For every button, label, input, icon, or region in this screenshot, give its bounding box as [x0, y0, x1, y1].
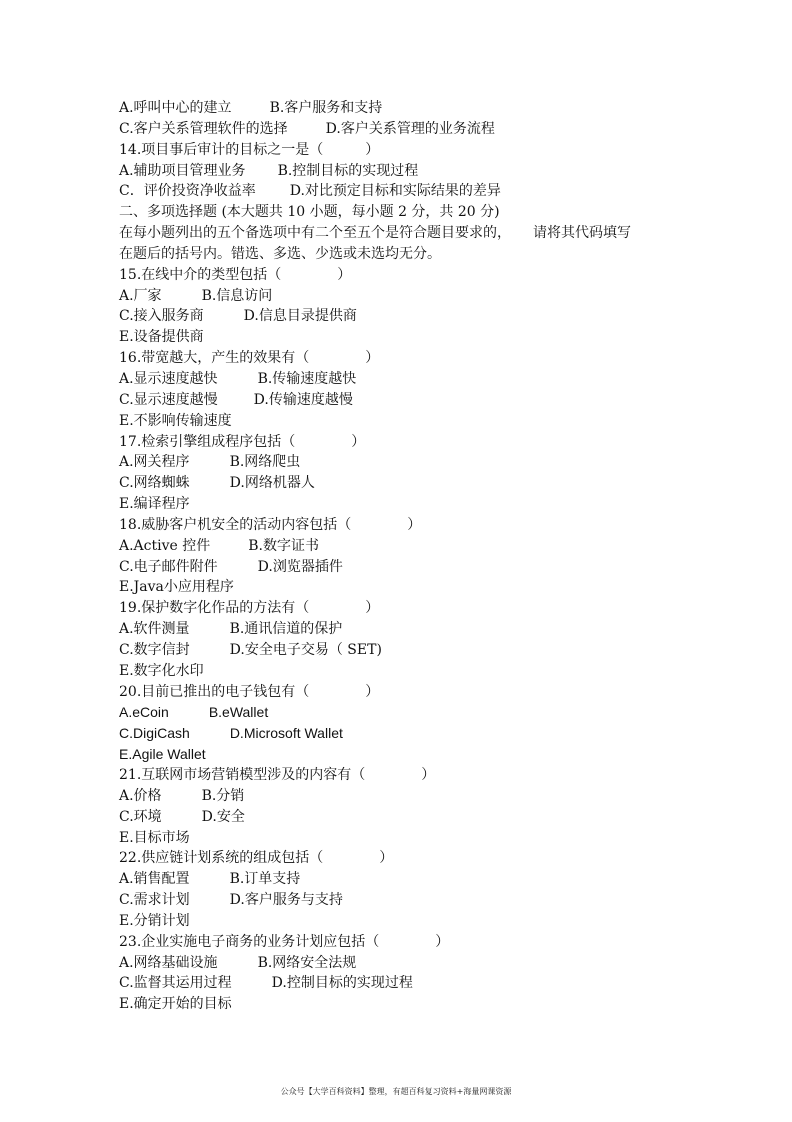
text-line — [119, 786, 719, 807]
option-b: B.客户服务和支持 — [269, 100, 383, 116]
option-d: D.浏览器插件 — [257, 558, 343, 575]
option-b: B.订单支持 — [229, 871, 301, 888]
option-c: C.网络蜘蛛 — [119, 475, 190, 492]
text-line — [119, 181, 719, 202]
option-b: B.eWallet — [208, 704, 269, 721]
text-line — [119, 911, 719, 932]
question-text: 21.互联网市场营销模型涉及的内容有（ ） — [119, 767, 436, 783]
instruction-text: 在题后的括号内。错选、多选、少选或未选均无分。 — [119, 245, 441, 262]
option-c: C.需求计划 — [119, 892, 190, 909]
option-a: A.软件测量 — [119, 621, 190, 638]
option-e: E.确定开始的目标 — [119, 996, 232, 1013]
text-line — [119, 702, 719, 723]
text-line — [119, 828, 719, 849]
option-a: A.网络基础设施 — [119, 954, 218, 971]
question-text: 20.目前已推出的电子钱包有（ ） — [119, 683, 380, 700]
option-c: C.显示速度越慢 — [119, 391, 218, 408]
option-e: E.Agile Wallet — [119, 746, 206, 763]
option-d: D.客户关系管理的业务流程 — [325, 120, 495, 137]
question-text: 16.带宽越大，产生的效果有（ ） — [119, 350, 380, 367]
section-title: 二、多项选择题 (本大题共 10 小题，每小题 2 分，共 20 分) — [119, 204, 500, 221]
option-a: A.厂家 — [119, 287, 162, 304]
document-body — [119, 98, 719, 1015]
instruction-text: 请将其代码填写 — [533, 225, 631, 242]
text-line — [119, 640, 719, 661]
text-line — [119, 577, 719, 598]
text-line — [119, 619, 719, 640]
option-a: A.呼叫中心的建立 — [119, 100, 232, 116]
option-e: E.不影响传输速度 — [119, 412, 232, 429]
question-text: 23.企业实施电子商务的业务计划应包括（ ） — [119, 933, 450, 950]
text-line — [119, 557, 719, 578]
text-line — [119, 536, 719, 557]
text-line — [119, 369, 719, 390]
question-text: 15.在线中介的类型包括（ ） — [119, 266, 352, 283]
page-footer: 公众号【大学百科资料】整理，有超百科复习资料+海量网课资源 — [280, 1087, 512, 1096]
option-b: B.信息访问 — [201, 287, 273, 304]
option-c: C.数字信封 — [119, 641, 190, 658]
question-21 — [119, 765, 719, 786]
option-b: B.数字证书 — [248, 537, 320, 554]
option-b: B.传输速度越快 — [257, 370, 357, 387]
question-text: 22.供应链计划系统的组成包括（ ） — [119, 850, 394, 867]
question-18 — [119, 515, 719, 536]
option-d: D.安全电子交易（ SET) — [229, 641, 382, 658]
option-d: D.安全 — [201, 808, 245, 825]
text-line — [119, 119, 719, 140]
text-line — [119, 452, 719, 473]
question-23 — [119, 932, 719, 953]
text-line — [119, 953, 719, 974]
text-line — [119, 744, 719, 765]
option-c: C.电子邮件附件 — [119, 558, 218, 575]
text-line — [119, 286, 719, 307]
option-b: B.分销 — [201, 787, 245, 804]
option-b: B.网络安全法规 — [257, 954, 357, 971]
text-line — [119, 327, 719, 348]
question-text: 19.保护数字化作品的方法有（ ） — [119, 600, 380, 617]
option-d: D.控制目标的实现过程 — [271, 975, 413, 992]
option-e: E.Java小应用程序 — [119, 579, 234, 596]
option-d: D.网络机器人 — [229, 475, 315, 492]
option-e: E.分销计划 — [119, 912, 190, 929]
text-line — [119, 723, 719, 744]
question-text: 17.检索引擎组成程序包括（ ） — [119, 433, 366, 450]
option-d: D.Microsoft Wallet — [229, 725, 343, 742]
option-e: E.目标市场 — [119, 829, 190, 846]
question-19 — [119, 598, 719, 619]
option-a: A.显示速度越快 — [119, 370, 218, 387]
option-b: B.控制目标的实现过程 — [277, 162, 419, 179]
section-heading — [119, 202, 719, 223]
question-15 — [119, 265, 719, 286]
text-line — [119, 494, 719, 515]
option-a: A.eCoin — [119, 704, 169, 721]
option-e: E.设备提供商 — [119, 329, 204, 346]
question-22 — [119, 848, 719, 869]
text-line — [119, 390, 719, 411]
text-line — [119, 161, 719, 182]
option-b: B.通讯信道的保护 — [229, 621, 343, 638]
text-line — [119, 98, 719, 119]
text-line — [119, 973, 719, 994]
question-text: 14.项目事后审计的目标之一是（ ） — [119, 141, 380, 158]
option-c: C.接入服务商 — [119, 308, 204, 325]
option-a: A.辅助项目管理业务 — [119, 162, 246, 179]
instruction-text: 在每小题列出的五个备选项中有二个至五个是符合题目要求的， — [119, 225, 511, 242]
text-line — [119, 869, 719, 890]
option-a: A.Active 控件 — [119, 537, 211, 554]
option-c: C.监督其运用过程 — [119, 975, 232, 992]
option-d: D.对比预定目标和实际结果的差异 — [289, 183, 501, 200]
text-line — [119, 994, 719, 1015]
option-c: C.客户关系管理软件的选择 — [119, 120, 288, 137]
text-line — [119, 411, 719, 432]
text-line — [119, 890, 719, 911]
option-b: B.网络爬虫 — [229, 454, 301, 471]
option-d: D.传输速度越慢 — [253, 391, 353, 408]
question-17 — [119, 432, 719, 453]
option-c: C.环境 — [119, 808, 162, 825]
question-16 — [119, 348, 719, 369]
option-a: A.网关程序 — [119, 454, 190, 471]
question-14 — [119, 140, 719, 161]
text-line — [119, 807, 719, 828]
instruction-line — [119, 244, 719, 265]
option-e: E.数字化水印 — [119, 662, 204, 679]
option-d: D.信息目录提供商 — [243, 308, 357, 325]
question-text: 18.威胁客户机安全的活动内容包括（ ） — [119, 516, 422, 533]
option-c: C.DigiCash — [119, 725, 190, 742]
question-20 — [119, 682, 719, 703]
option-d: D.客户服务与支持 — [229, 892, 343, 909]
option-a: A.价格 — [119, 787, 162, 804]
text-line — [119, 473, 719, 494]
option-e: E.编译程序 — [119, 496, 190, 513]
option-a: A.销售配置 — [119, 871, 190, 888]
text-line — [119, 306, 719, 327]
option-c: C．评价投资净收益率 — [119, 183, 256, 200]
instruction-line — [119, 223, 719, 244]
text-line — [119, 661, 719, 682]
